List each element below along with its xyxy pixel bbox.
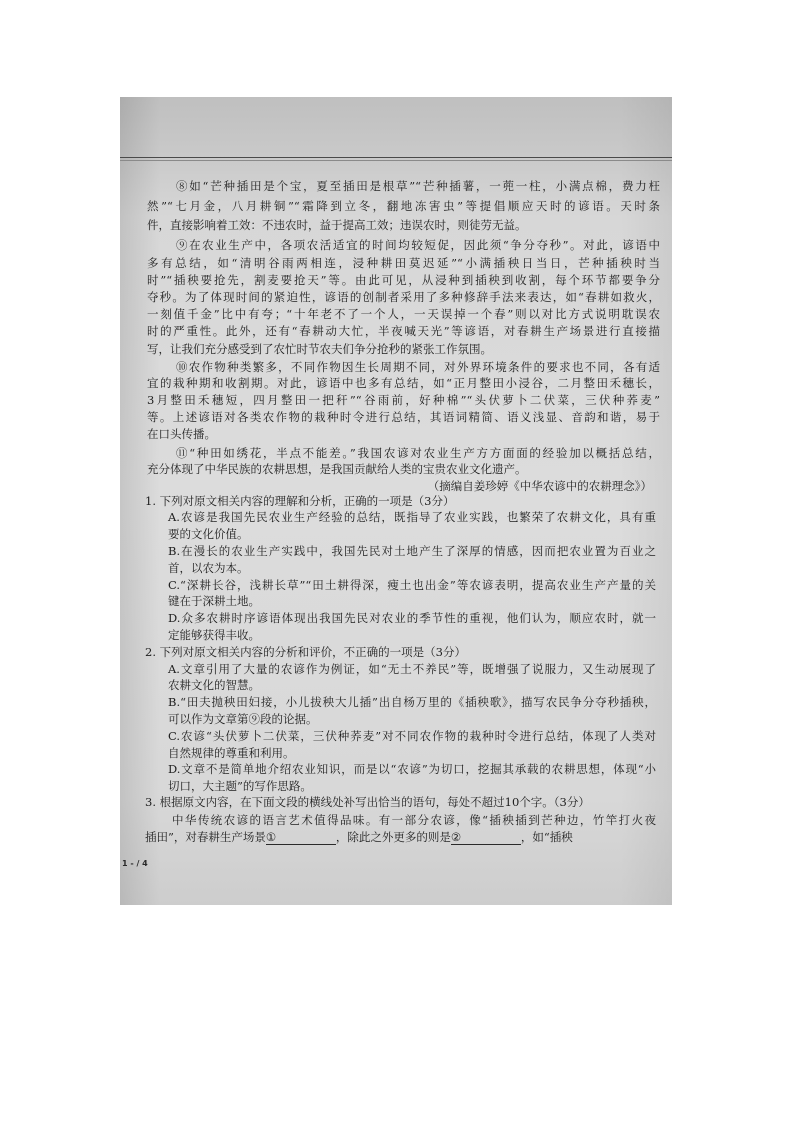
paragraph-line: 等。上述谚语对各类农作物的栽种时令进行总结，其语词精简、语义浅显、音韵和谐，易于 — [147, 409, 660, 424]
passage-paragraph-8 — [147, 177, 660, 236]
paragraph-line: 写，让我们充分感受到了农忙时节农夫们争分抢秒的紧张工作氛围。 — [147, 341, 492, 356]
paragraph-line: ⑨在农业生产中，各项农活适宜的时间均较短促，因此须“争分夺秒”。对此，谚语中 — [176, 238, 660, 253]
paragraph-line: 宜的栽种期和收割期。对此，谚语中也多有总结，如“正月整田小浸谷，二月整田禾穗长， — [147, 376, 660, 391]
question-1 — [145, 493, 656, 644]
question-3 — [145, 794, 656, 847]
option-b-continued: 首，以农为本。 — [168, 560, 249, 575]
option-c: C.农谚“头伏萝卜二伏菜，三伏种荞麦”对不同农作物的栽种时令进行总结，体现了人类对 — [168, 728, 656, 743]
exam-page-photo — [120, 97, 672, 905]
paragraph-line: ⑪“种田如绣花，半点不能差。”我国农谚对农业生产方方面面的经验加以概括总结， — [176, 445, 660, 460]
option-d: D.文章不是简单地介绍农业知识，而是以“农谚”为切口，挖掘其承载的农耕思想，体现“小 — [168, 762, 656, 777]
question-3-text-before-blank: 插田”，对春耕生产场景 — [145, 830, 266, 845]
option-c-continued: 自然规律的尊重和利用。 — [168, 745, 295, 760]
header-rule — [120, 157, 672, 158]
option-a-continued: 农耕文化的智慧。 — [168, 678, 260, 693]
paragraph-line: 充分体现了中华民族的农耕思想，是我国贡献给人类的宝贵农业文化遗产。 — [147, 462, 527, 477]
paragraph-line: 时的严重性。此外，还有“春耕动大忙，半夜喊天光”等谚语，对春耕生产场景进行直接描 — [147, 324, 660, 339]
option-b: B.在漫长的农业生产实践中，我国先民对土地产生了深厚的情感，因而把农业置为百业之 — [168, 543, 656, 558]
question-3-text-between-blanks: ，除此之外更多的则是 — [335, 830, 451, 845]
paragraph-line: 多有总结，如“清明谷雨两相连，浸种耕田莫迟延”“小满插秧日当日，芒种插秧时当 — [147, 255, 660, 270]
page-number: 1 - / 4 — [122, 859, 148, 868]
paragraph-line: 时”“插秧要抢先，割麦要抢天”等。由此可见，从浸种到插秧到收割，每个环节都要争分 — [147, 272, 660, 287]
passage-paragraph-11 — [147, 445, 660, 495]
question-3-text-after-blank: ，如“插秧 — [520, 830, 573, 845]
option-a: A.农谚是我国先民农业生产经验的总结，既指导了农业实践，也繁荣了农耕文化，具有重 — [168, 510, 656, 525]
question-stem: 1. 下列对原文相关内容的理解和分析，正确的一项是（3分） — [145, 493, 455, 508]
option-a: A.文章引用了大量的农谚作为例证，如“无土不养民”等，既增强了说服力，又生动展现了 — [168, 661, 656, 676]
paragraph-line: ⑧如“芒种插田是个宝，夏至插田是根草”“芒种插薯，一蔸一柱，小满点棉，费力枉 — [176, 179, 660, 193]
passage-paragraph-10 — [147, 359, 660, 443]
paragraph-line: 3月整田禾穗短，四月整田一把秆”“谷雨前，好种棉”“头伏萝卜二伏菜，三伏种荞麦” — [147, 393, 660, 408]
option-d-continued: 定能够获得丰收。 — [168, 627, 260, 642]
option-a-continued: 要的文化价值。 — [168, 527, 249, 542]
answer-blank-1[interactable]: ① — [266, 831, 336, 845]
question-2 — [145, 644, 656, 795]
answer-blank-2[interactable]: ② — [451, 831, 521, 845]
paragraph-line: ⑩农作物种类繁多，不同作物因生长周期不同，对外界环境条件的要求也不同，各有适 — [176, 359, 660, 374]
question-3-passage-line — [145, 829, 656, 847]
question-stem: 2. 下列对原文相关内容的分析和评价，不正确的一项是（3分） — [145, 644, 466, 659]
option-b: B.“田夫抛秧田妇接，小儿拔秧大儿插”出自杨万里的《插秧歌》，描写农民争分夺秒插秧， — [168, 695, 656, 710]
paragraph-line: 在口头传播。 — [147, 426, 216, 441]
option-c: C.“深耕长谷，浅耕长草”“田土耕得深，瘦土也出金”等农谚表明，提高农业生产产量的关 — [168, 577, 656, 592]
paragraph-line: 然”“七月金，八月耕铜”“霜降到立冬，翻地冻害虫”等提倡顺应天时的谚语。天时条 — [147, 198, 660, 213]
paragraph-line: 一刻值千金”比中有夸；“十年老不了一个人，一天误掉一个春”则以对比方式说明耽误农 — [147, 307, 660, 322]
option-b-continued: 可以作为文章第⑨段的论据。 — [168, 711, 318, 726]
option-c-continued: 键在于深耕土地。 — [168, 594, 260, 609]
question-3-passage-line: 中华传统农谚的语言艺术值得品味。有一部分农谚，像“插秧插到芒种边，竹竿打火夜 — [172, 812, 656, 827]
header-rule-secondary — [120, 160, 672, 161]
option-d: D.众多农耕时序谚语体现出我国先民对农业的季节性的重视，他们认为，顺应农时，就一 — [168, 611, 656, 626]
passage-source: （摘编自姜珍婷《中华农谚中的农耕理念》） — [427, 478, 652, 493]
option-d-continued: 切口，大主题”的写作思路。 — [168, 779, 312, 794]
question-stem: 3. 根据原文内容，在下面文段的横线处补写出恰当的语句，每处不超过10个字。（3分） — [145, 795, 590, 810]
passage-paragraph-9 — [147, 237, 660, 357]
paragraph-line: 夺秒。为了体现时间的紧迫性，谚语的创制者采用了多种修辞手法来表达，如“春耕如救火， — [147, 289, 660, 304]
paragraph-line: 件，直接影响着工效：不违农时，益于提高工效；违误农时，则徒劳无益。 — [147, 218, 527, 233]
